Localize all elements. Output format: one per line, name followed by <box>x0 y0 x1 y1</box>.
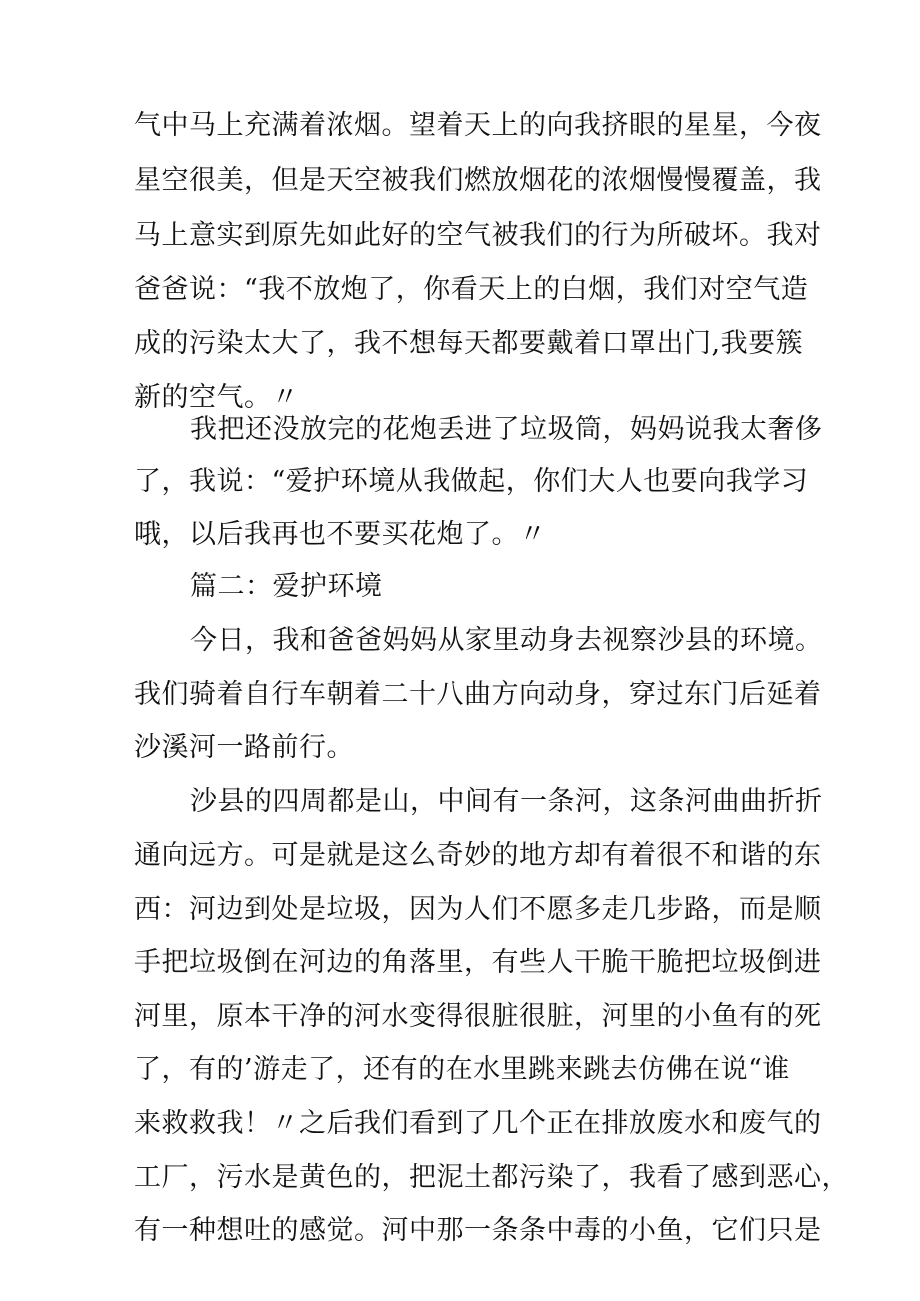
text-line: 气中马上充满着浓烟。望着天上的向我挤眼的星星，今夜 <box>134 110 822 141</box>
text-line: 哦，以后我再也不要买花炮了。〃 <box>134 519 547 550</box>
text-line: 新的空气。〃 <box>134 382 299 413</box>
paragraph-first-line: 沙县的四周都是山，中间有一条河，这条河曲曲折折 <box>190 786 823 817</box>
text-line: 马上意实到原先如此好的空气被我们的行为所破坏。我对 <box>134 220 822 251</box>
text-line: 通向远方。可是就是这么奇妙的地方却有着很不和谐的东 <box>134 840 822 871</box>
text-line: 了，有的’游走了，还有的在水里跳来跳去仿佛在说“谁 <box>134 1054 790 1085</box>
text-line: 有一种想吐的感觉。河中那一条条中毒的小鱼，它们只是 <box>134 1215 822 1246</box>
text-line: 来救救我！〃之后我们看到了几个正在排放废水和废气的 <box>134 1108 822 1139</box>
text-line: 河里，原本干净的河水变得很脏很脏，河里的小鱼有的死 <box>134 1001 822 1032</box>
text-line: 手把垃圾倒在河边的角落里，有些人干脆干脆把垃圾倒进 <box>134 947 822 978</box>
text-line: 沙溪河一路前行。 <box>134 732 354 763</box>
text-line: 爸爸说：“我不放炮了，你看天上的白烟，我们对空气造 <box>134 274 809 305</box>
text-line: 成的污染太大了，我不想每天都要戴着口罩出门,我要簇 <box>134 328 804 359</box>
text-line: 西：河边到处是垃圾，因为人们不愿多走几步路，而是顺 <box>134 894 822 925</box>
paragraph-first-line: 我把还没放完的花炮丢进了垃圾筒，妈妈说我太奢侈 <box>190 414 823 445</box>
text-line: 我们骑着自行车朝着二十八曲方向动身，穿过东门后延着 <box>134 679 822 710</box>
paragraph-first-line: 今日，我和爸爸妈妈从家里动身去视察沙县的环境。 <box>190 625 823 656</box>
text-line: 星空很美，但是天空被我们燃放烟花的浓烟慢慢覆盖，我 <box>134 165 822 196</box>
text-line: 了，我说：“爱护环境从我做起，你们大人也要向我学习 <box>134 466 809 497</box>
section-heading: 篇二：爱护环境 <box>190 571 383 602</box>
text-line: 工厂，污水是黄色的，把泥土都污染了，我看了感到恶心， <box>134 1162 849 1193</box>
